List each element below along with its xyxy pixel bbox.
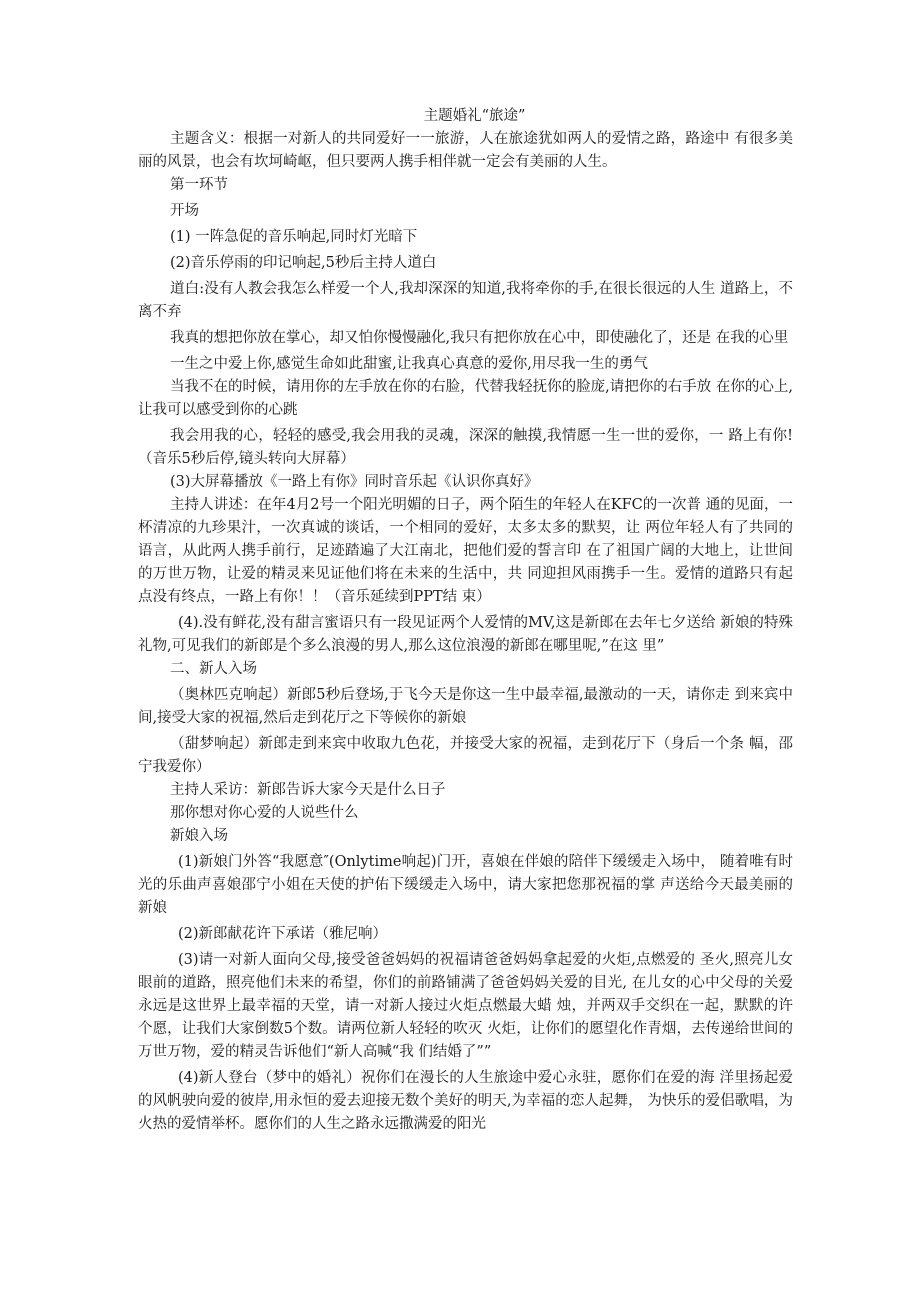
host-interview-paragraph: 主持人采访：新郎告诉大家今天是什么日子 xyxy=(170,782,446,798)
step-item: (1) 一阵急促的音乐响起,同时灯光暗下 xyxy=(170,229,418,245)
host-interview-paragraph: 那你想对你心爱的人说些什么 xyxy=(170,805,359,821)
subheading-bride-entrance: 新娘入场 xyxy=(170,828,228,844)
monologue-paragraph: 我会用我的心，轻轻的感受,我会用我的灵魂，深深的触摸,我情愿一生一世的爱你，一 路上有你!（音乐5秒后停,镜头转向大屏幕） xyxy=(138,428,793,467)
step-item: (3)请一对新人面向父母,接受爸爸妈妈的祝福请爸爸妈妈拿起爱的火炬,点燃爱的 圣火,照亮儿女眼前的道路，照亮他们未来的希望，你们的前路铺满了爸爸妈妈关爱的目光, 在儿女的心中父母的关爱永远是这世界上最幸福的天堂，请一对新人接过火炬点燃最大蜡 烛，并两双手交织在一起，默默的许个愿，让我们大家倒数5个数。请两位新人轻轻的吹灭 火炬，让你们的愿望化作青烟，去传递给世间的万世万物，爱的精灵告诉他们“新人高喊“我 们结婚了”” xyxy=(138,952,793,1060)
groom-entrance-paragraph: （奥林匹克响起）新郎5秒后登场,于飞今天是你这一生中最幸福,最激动的一天，请你走 到来宾中间,接受大家的祝福,然后走到花厅之下等候你的新娘 xyxy=(138,687,793,726)
theme-meaning-paragraph: 主题含义：根据一对新人的共同爱好一一旅游，人在旅途犹如两人的爱情之路，路途中 有很多美丽的风景，也会有坎坷崎岖，但只要两人携手相伴就一定会有美丽的人生。 xyxy=(138,131,793,170)
step-item: (2)音乐停雨的印记响起,5秒后主持人道白 xyxy=(170,255,437,271)
step-item: (4).没有鲜花,没有甜言蜜语只有一段见证两个人爱情的MV,这是新郎在去年七夕送给 新娘的特殊礼物,可见我们的新郎是个多么浪漫的男人,那么这位浪漫的新郎在哪里呢,”在这 里” xyxy=(138,615,793,654)
section-heading-first: 第一环节 xyxy=(170,177,228,193)
groom-entrance-paragraph: （甜梦响起）新郎走到来宾中收取九色花，并接受大家的祝福，走到花厅下（身后一个条 幅，邵宁我爱你） xyxy=(138,736,793,775)
monologue-paragraph: 一生之中爱上你,感觉生命如此甜蜜,让我真心真意的爱你,用尽我一生的勇气 xyxy=(170,356,648,372)
subheading-opening: 开场 xyxy=(170,203,199,219)
document-page xyxy=(138,104,793,1136)
document-title: 主题婚礼“旅途” xyxy=(423,108,526,124)
host-narration-paragraph: 主持人讲述：在年4月2号一个阳光明媚的日子，两个陌生的年轻人在KFC的一次普 通的见面，一杯清凉的九珍果汁，一次真诚的谈话，一个相同的爱好，太多太多的默契，让 两位年轻人有了共同的语言，从此两人携手前行，足迹踏遍了大江南北，把他们爱的誓言印 在了祖国广阔的大地上，让世间的万世万物，让爱的精灵来见证他们将在未来的生活中，共 同迎担风雨携手一生。爱情的道路只有起点没有终点，一路上有你！！（音乐延续到PPT结 束） xyxy=(138,497,793,605)
step-item: (3)大屏幕播放《一路上有你》同时音乐起《认识你真好》 xyxy=(170,474,539,490)
step-item: (2)新郎献花许下承诺（雅尼响） xyxy=(178,926,388,942)
monologue-paragraph: 我真的想把你放在掌心，却又怕你慢慢融化,我只有把你放在心中，即使融化了，还是 在我的心里 xyxy=(170,330,789,346)
section-heading-second: 二、新人入场 xyxy=(170,661,257,677)
monologue-paragraph: 道白:没有人教会我怎么样爱一个人,我却深深的知道,我将牵你的手,在很长很远的人生 道路上，不离不弃 xyxy=(138,281,793,320)
monologue-paragraph: 当我不在的时候，请用你的左手放在你的右脸，代替我轻抚你的脸庞,请把你的右手放 在你的心上,让我可以感受到你的心跳 xyxy=(138,379,793,418)
step-item: (1)新娘门外答“我愿意″(Onlytime响起)门开，喜娘在伴娘的陪伴下缓缓走入场中， 随着唯有时光的乐曲声喜娘邵宁小姐在天使的护佑下缓缓走入场中，请大家把您那祝福的掌 声送给今天最美丽的新娘 xyxy=(138,854,793,916)
step-item: (4)新人登台（梦中的婚礼）祝你们在漫长的人生旅途中爱心永驻，愿你们在爱的海 洋里扬起爱的风帆驶向爱的彼岸,用永恒的爱去迎接无数个美好的明天,为幸福的恋人起舞， 为快乐的爱侣歌唱，为火热的爱情举杯。愿你们的人生之路永远撒满爱的阳光 xyxy=(138,1070,793,1132)
